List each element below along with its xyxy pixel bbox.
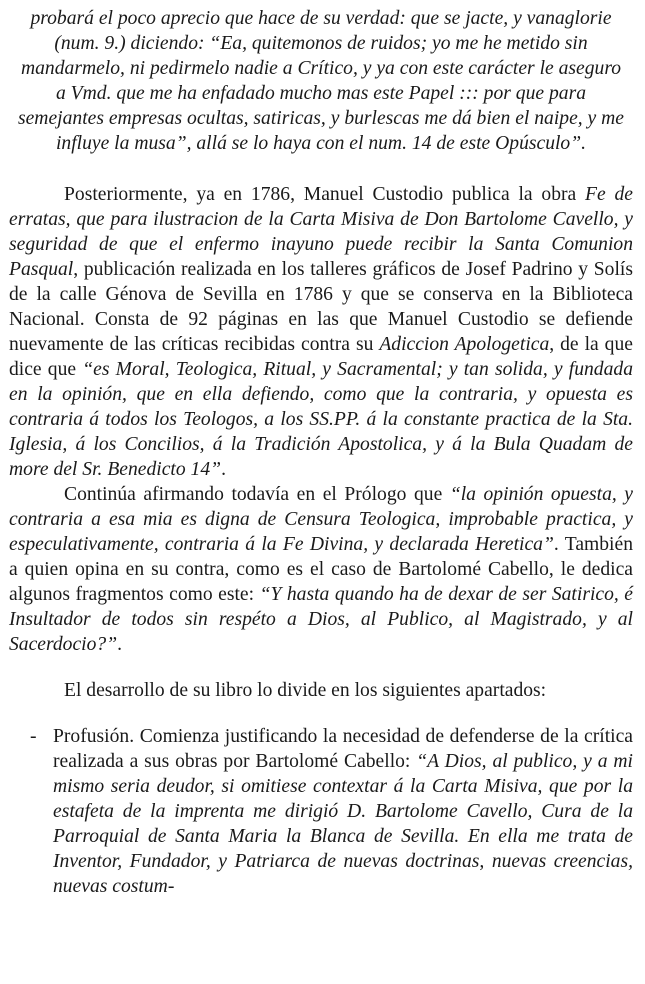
quotation: “A Dios, al publico, y a mi mismo seria deudor, si omitiese contextar á la Carta Misiva, que por la estafeta de la imprenta me dirigió D. Bartolome Cavello, Cura de la Parroquial de Santa Maria la Blanca de Sevilla. En ella me trata de Inventor, Fundador, y Patriarca de nuevas doctrinas, nuevas creencias, nuevas costum- [53, 751, 633, 897]
list-item [9, 724, 633, 899]
quotation: “es Moral, Teologica, Ritual, y Sacramental; y tan solida, y fundada en la opinión, que en ella defiendo, como que la contraria, y opuesta es contraria á todos los Teologos, a los SS.PP. á la constante practica de la Sta. Iglesia, á los Concilios, á la Tradición Apostolica, y á la Bula Quadam de more del Sr. Benedicto 14” [9, 359, 633, 480]
paragraph-text: . [221, 459, 226, 480]
paragraph-text: Continúa afirmando todavía en el Prólogo que [64, 484, 450, 505]
book-title: Fe de erratas, que para ilustracion de la Carta Misiva de Don Bartolome Cavello, y seguridad de que el enfermo inayuno puede recibir la Santa Comunion Pasqual [9, 184, 633, 280]
spacer [9, 703, 633, 724]
work-title: Adiccion Apologetica [379, 334, 550, 355]
spacer [9, 657, 633, 678]
spacer [9, 156, 633, 182]
paragraph-apartados: El desarrollo de su libro lo divide en los siguientes apartados: [64, 680, 547, 701]
quote-continuation: probará el poco aprecio que hace de su verdad: que se jacte, y vanaglorie (num. 9.) diciendo: “Ea, quitemonos de ruidos; yo me he metido sin mandarmelo, ni pedirmelo nadie a Crítico, y ya con este carácter le aseguro a Vmd. que me ha enfadado mucho mas este Papel ::: por que para semejantes empresas ocultas, satiricas, y burlescas me dá bien el naipe, y me influye la musa”, allá se lo haya con el num. 14 de este Opúsculo”. [17, 8, 625, 154]
paragraph-text: , publicación realizada en los talleres gráficos de Josef Padrino y Solís de la calle Génova de Sevilla en 1786 y que se conserva en la Biblioteca Nacional. Consta de 92 páginas en las que Manuel Custodio se defiende nuevamente de las críticas recibidas contra su [9, 259, 633, 355]
paragraph-text: , de la que dice que [9, 334, 633, 380]
list-bullet: - [30, 726, 37, 747]
paragraph-text: Posteriormente, ya en 1786, Manuel Custodio publica la obra [64, 184, 586, 205]
section-list [9, 724, 633, 899]
paragraph-text: . [117, 634, 123, 655]
paragraph-prologo [9, 482, 633, 657]
list-item-text: Profusión. Comienza justificando la necesidad de defenderse de la crítica realizada a sus obras por Bartolomé Cabello: [53, 726, 633, 772]
quotation: “Y hasta quando ha de dexar de ser Satirico, é Insultador de todos sin respéto a Dios, al Publico, al Magistrado, y al Sacerdocio?” [9, 584, 633, 655]
paragraph-fe-de-erratas [9, 182, 633, 482]
quotation: “la opinión opuesta, y contraria a esa mia es digna de Censura Teologica, improbable practica, y especulativamente, contraria á la Fe Divina, y declarada Heretica” [9, 484, 633, 555]
paragraph-text: . También a quien opina en su contra, como es el caso de Bartolomé Cabello, le dedica algunos fragmentos como este: [9, 534, 633, 605]
